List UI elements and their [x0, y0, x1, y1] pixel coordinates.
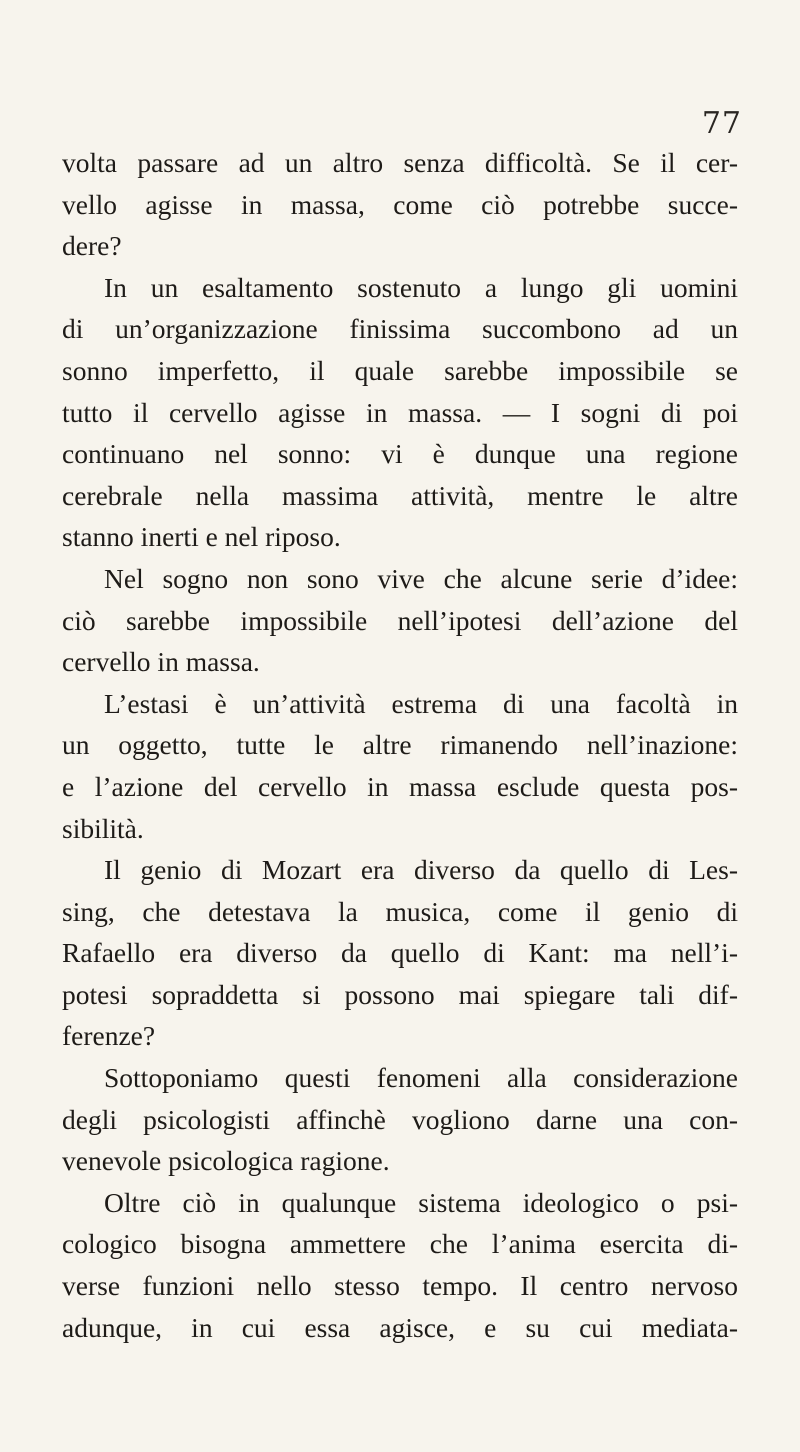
text-line: Nel sogno non sono vive che alcune serie d’idee:: [104, 562, 738, 594]
text-line: tutto il cervello agisse in massa. — I sogni di poi: [62, 396, 738, 428]
text-line: Oltre ciò in qualunque sistema ideologico o psi-: [104, 1186, 738, 1218]
text-line: dere?: [62, 230, 122, 262]
text-line: potesi sopraddetta si possono mai spiegare tali dif-: [62, 978, 738, 1010]
text-line: di un’organizzazione finissima succombono ad un: [62, 313, 738, 345]
text-line: L’estasi è un’attività estrema di una facoltà in: [104, 687, 738, 719]
text-line: stanno inerti e nel riposo.: [62, 521, 341, 553]
text-line: sibilità.: [62, 812, 144, 844]
text-line: e l’azione del cervello in massa esclude questa pos-: [62, 770, 738, 802]
text-line: cervello in massa.: [62, 646, 260, 678]
text-line: adunque, in cui essa agisce, e su cui mediata-: [62, 1311, 738, 1343]
text-line: continuano nel sonno: vi è dunque una regione: [62, 438, 738, 470]
text-line: venevole psicologica ragione.: [62, 1145, 390, 1177]
text-line: cerebrale nella massima attività, mentre le altre: [62, 479, 738, 511]
text-line: sing, che detestava la musica, come il genio di: [62, 895, 738, 927]
body-text: [62, 142, 738, 1348]
text-line: cologico bisogna ammettere che l’anima esercita di-: [62, 1228, 738, 1260]
text-line: In un esaltamento sostenuto a lungo gli uomini: [104, 271, 738, 303]
text-line: Il genio di Mozart era diverso da quello di Les-: [104, 854, 738, 886]
text-line: Sottoponiamo questi fenomeni alla considerazione: [104, 1062, 738, 1094]
page-number: 77: [701, 106, 742, 141]
text-line: Rafaello era diverso da quello di Kant: ma nell’i-: [62, 937, 738, 969]
text-line: sonno imperfetto, il quale sarebbe impossibile se: [62, 354, 738, 386]
text-line: un oggetto, tutte le altre rimanendo nell’inazione:: [62, 729, 738, 761]
text-line: verse funzioni nello stesso tempo. Il centro nervoso: [62, 1270, 738, 1302]
text-line: degli psicologisti affinchè vogliono darne una con-: [62, 1103, 738, 1135]
text-line: volta passare ad un altro senza difficoltà. Se il cer-: [62, 147, 738, 178]
text-line: ferenze?: [62, 1020, 156, 1052]
text-line: vello agisse in massa, come ciò potrebbe succe-: [62, 188, 738, 220]
text-line: ciò sarebbe impossibile nell’ipotesi dell’azione del: [62, 604, 738, 636]
